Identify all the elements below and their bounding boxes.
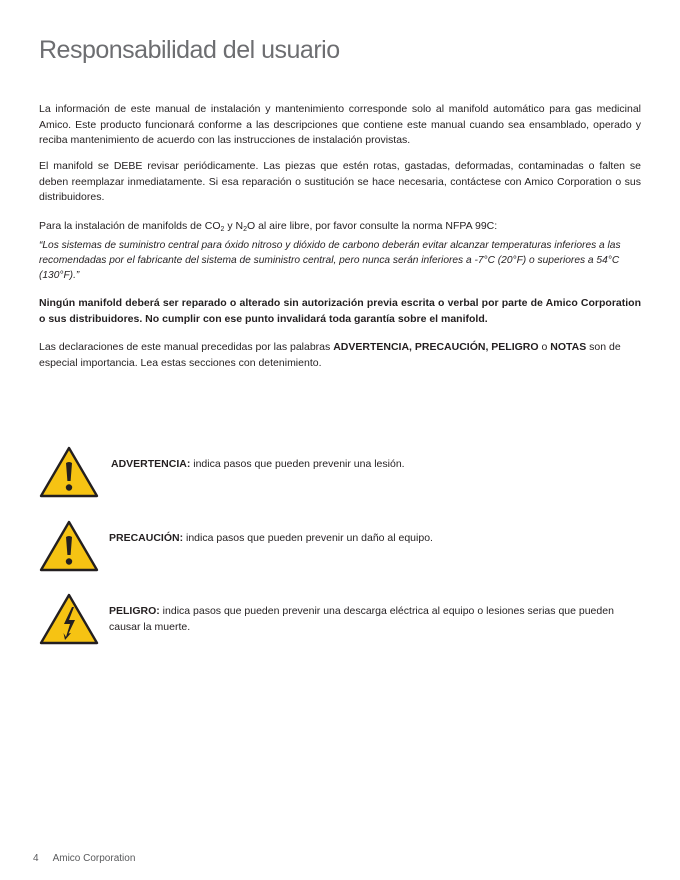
warranty-notice: Ningún manifold deberá ser reparado o alterado sin autorización previa escrita o verbal por parte de Amico Corporation o sus distribuidores. No cumplir con ese punto invalidará toda garantía sobre el manifold. bbox=[39, 297, 641, 325]
outdoor-installation-paragraph: Para la instalación de manifolds de $CO_2$ y $N_2O$ al aire libre, por favor consulte la norma NFPA 99C: bbox=[39, 220, 498, 233]
warning-row-advertencia bbox=[39, 446, 641, 510]
warning-row-precaucion bbox=[39, 520, 641, 584]
warning-text-advertencia: ADVERTENCIA: indica pasos que pueden prevenir una lesión. bbox=[111, 458, 405, 470]
signal-words-paragraph: Las declaraciones de este manual precedidas por las palabras ADVERTENCIA, PRECAUCIÓN, PELIGRO o NOTAS son de especial importancia. Lea estas secciones con detenimiento. bbox=[39, 341, 621, 369]
electrical-hazard-icon bbox=[39, 593, 99, 645]
exclamation-warning-icon bbox=[39, 446, 99, 498]
warning-text-peligro: PELIGRO: indica pasos que pueden prevenir una descarga eléctrica al equipo o lesiones serias que pueden causar la muerte. bbox=[109, 605, 614, 633]
page-title: Responsabilidad del usuario bbox=[39, 36, 340, 64]
warning-row-peligro bbox=[39, 593, 641, 657]
exclamation-warning-icon bbox=[39, 520, 99, 572]
intro-paragraph: La información de este manual de instalación y mantenimiento corresponde solo al manifold automático para gas medicinal Amico. Este producto funcionará conforme a las descripciones que contiene este manual cuando sea ensamblado, operado y reciba mantenimiento de acuerdo con las instrucciones de instalación provistas. bbox=[39, 103, 641, 146]
warning-text-precaucion: PRECAUCIÓN: indica pasos que pueden prevenir un daño al equipo. bbox=[109, 532, 433, 544]
inspection-paragraph: El manifold se DEBE revisar periódicamente. Las piezas que estén rotas, gastadas, deformadas, contaminadas o falten se deben reemplazar inmediatamente. Si esa reparación o sustitución se hace necesaria, contáctese con Amico Corporation o sus distribuidores. bbox=[39, 160, 641, 203]
page-footer bbox=[33, 853, 149, 864]
page-number: 4 bbox=[33, 853, 39, 864]
nfpa-quote: “Los sistemas de suministro central para óxido nitroso y dióxido de carbono deberán evitar alcanzar temperaturas inferiores a las recomendadas por el fabricante del sistema de suministro central, pero nunca serán inferiores a -7°C (20°F) o superiores a 54°C (130°F).” bbox=[39, 240, 621, 281]
footer-company: Amico Corporation bbox=[52, 853, 136, 864]
